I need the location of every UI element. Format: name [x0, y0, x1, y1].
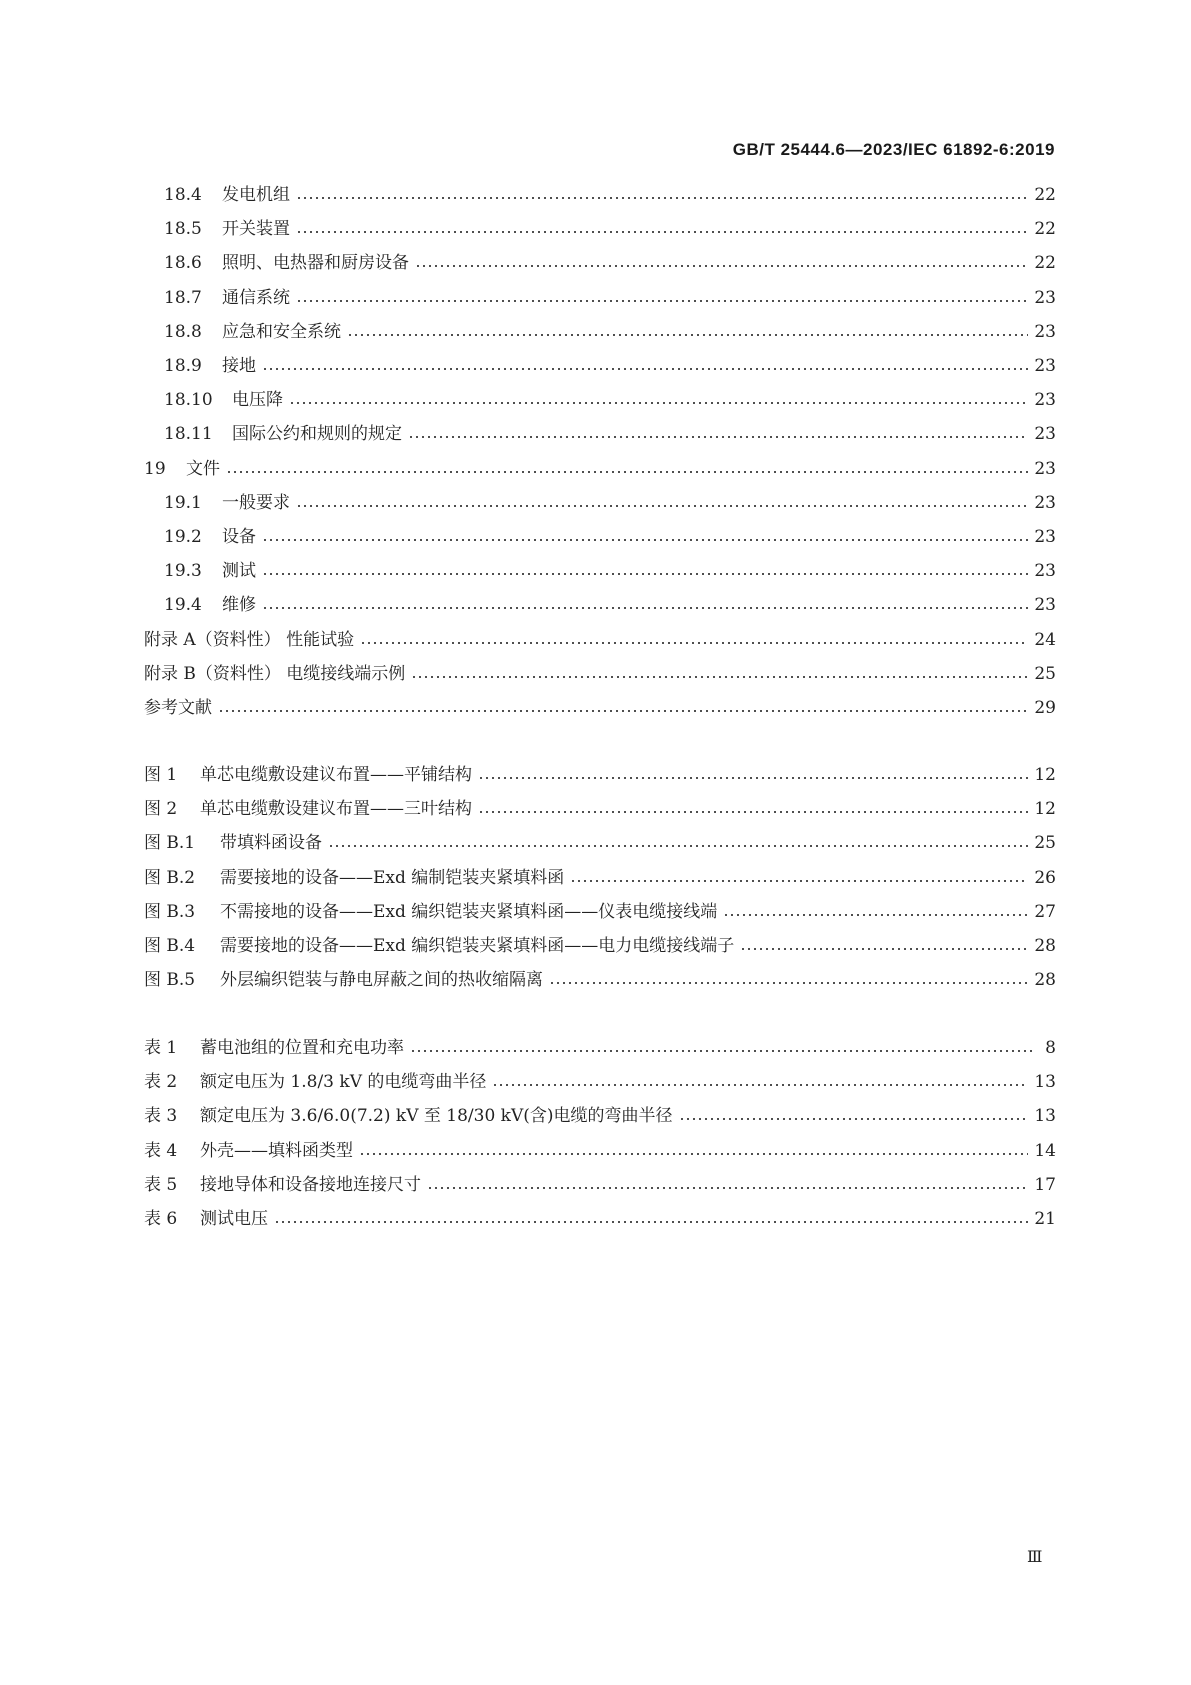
toc-entry-number: 19.4 [164, 595, 202, 616]
toc-entry[interactable] [144, 387, 1056, 411]
toc-entry[interactable] [144, 216, 1056, 240]
toc-entry-title: 不需接地的设备——Exd 编织铠装夹紧填料函——仪表电缆接线端 [220, 901, 718, 922]
toc-entry-page: 14 [1034, 1140, 1056, 1161]
toc-entry[interactable] [144, 1069, 1056, 1093]
dot-leader [296, 298, 1028, 304]
toc-entry-title: 接地导体和设备接地连接尺寸 [200, 1174, 421, 1195]
toc-entry-number: 图 B.1 [144, 833, 196, 854]
dot-leader [296, 229, 1028, 235]
toc-entry[interactable] [144, 182, 1056, 206]
toc-entry[interactable] [144, 1172, 1056, 1196]
toc-entry-title: 需要接地的设备——Exd 编织铠装夹紧填料函——电力电缆接线端子 [220, 936, 735, 956]
dot-leader [415, 263, 1028, 269]
toc-entry-page: 22 [1034, 253, 1056, 274]
toc-entry-number: 18.10 [164, 390, 213, 411]
toc-entry[interactable] [144, 967, 1056, 991]
toc-entry[interactable] [144, 592, 1056, 616]
toc-entry-page: 23 [1034, 595, 1056, 616]
toc-entry[interactable] [144, 796, 1056, 820]
toc-entry-number: 图 B.4 [144, 936, 196, 956]
toc-entry[interactable] [144, 524, 1056, 548]
dot-leader [274, 1219, 1028, 1225]
toc-entry-page: 23 [1034, 492, 1056, 513]
dot-leader [360, 640, 1028, 646]
toc-entry-page: 23 [1034, 390, 1056, 411]
toc-entry[interactable] [144, 627, 1056, 651]
dot-leader [478, 809, 1028, 815]
toc-entry[interactable] [144, 558, 1056, 582]
standard-header: GB/T 25444.6—2023/IEC 61892-6:2019 [732, 140, 1055, 159]
toc-entry-title: 国际公约和规则的规定 [232, 424, 402, 445]
toc-entry-page: 25 [1034, 833, 1056, 854]
toc-entry-number: 19.2 [164, 527, 202, 547]
toc-entry-number: 18.9 [164, 356, 202, 376]
toc-entry-title: 设备 [222, 527, 256, 547]
toc-entry-title: 接地 [222, 356, 256, 376]
dot-leader [679, 1116, 1029, 1122]
toc-entry-number: 图 B.2 [144, 867, 196, 888]
toc-entry-page: 23 [1034, 458, 1056, 479]
dot-leader [289, 400, 1028, 406]
toc-entry-number: 图 2 [144, 799, 178, 820]
dot-leader [408, 434, 1028, 440]
toc-entry-page: 12 [1034, 799, 1056, 820]
toc-entry-title: 维修 [222, 595, 256, 616]
toc-entry-number: 18.8 [164, 321, 202, 342]
toc-entry-number: 表 3 [144, 1106, 178, 1127]
toc-entry-number: 表 2 [144, 1072, 178, 1093]
dot-leader [570, 878, 1028, 884]
toc-entry-number: 18.6 [164, 253, 202, 274]
toc-entry-title: 一般要求 [222, 492, 290, 513]
toc-entry-page: 26 [1034, 867, 1056, 888]
dot-leader [262, 366, 1028, 372]
toc-entry-title: 附录 A（资料性） 性能试验 [144, 629, 355, 650]
toc-entry-page: 23 [1034, 527, 1056, 547]
toc-entry-number: 表 6 [144, 1209, 178, 1229]
toc-entry-page: 29 [1034, 698, 1056, 718]
toc-entry[interactable] [144, 865, 1056, 889]
toc-entry-number: 18.11 [164, 424, 213, 445]
dot-leader [262, 537, 1028, 543]
toc-entry-title: 测试 [222, 561, 256, 582]
dot-leader [427, 1185, 1028, 1191]
toc-entry-page: 22 [1034, 219, 1056, 240]
toc-entry-number: 18.7 [164, 287, 202, 308]
toc-entry[interactable] [144, 319, 1056, 343]
dot-leader [347, 332, 1028, 338]
toc-entry[interactable] [144, 285, 1056, 309]
toc-entry-number: 18.4 [164, 185, 202, 205]
toc-entry[interactable] [144, 762, 1056, 786]
toc-entry-page: 28 [1034, 936, 1056, 956]
toc-entry-title: 照明、电热器和厨房设备 [222, 253, 409, 274]
dot-leader [328, 843, 1028, 849]
toc-entry-number: 图 1 [144, 765, 178, 785]
toc-entry[interactable] [144, 490, 1056, 514]
toc-entry-title: 文件 [186, 458, 220, 479]
toc-entry[interactable] [144, 1138, 1056, 1162]
dot-leader [492, 1082, 1028, 1088]
toc-entry-title: 参考文献 [144, 698, 212, 718]
dot-leader [296, 503, 1028, 509]
toc-entry-title: 蓄电池组的位置和充电功率 [200, 1038, 404, 1058]
dot-leader [359, 1151, 1028, 1157]
toc-entry[interactable] [144, 421, 1056, 445]
toc-entry-number: 表 4 [144, 1140, 178, 1161]
toc-entry[interactable] [144, 456, 1056, 480]
toc-entry-number: 18.5 [164, 219, 202, 240]
toc-entry[interactable] [144, 933, 1056, 957]
toc-entry-page: 8 [1045, 1038, 1056, 1058]
toc-entry-number: 19.3 [164, 561, 202, 582]
toc-entry[interactable] [144, 899, 1056, 923]
toc-entry-title: 发电机组 [222, 185, 290, 205]
toc-entry-number: 表 1 [144, 1038, 178, 1058]
toc-entry-title: 应急和安全系统 [222, 321, 341, 342]
toc-entry[interactable] [144, 830, 1056, 854]
toc-entry-page: 22 [1034, 185, 1056, 205]
toc-entry-number: 图 B.5 [144, 970, 196, 991]
dot-leader [410, 1048, 1032, 1054]
dot-leader [296, 195, 1028, 201]
toc-entry-title: 需要接地的设备——Exd 编制铠装夹紧填料函 [220, 867, 565, 888]
toc-entry-title: 单芯电缆敷设建议布置——平铺结构 [200, 765, 472, 785]
toc-entry-title: 额定电压为 3.6/6.0(7.2) kV 至 18/30 kV(含)电缆的弯曲半径 [200, 1106, 673, 1127]
toc-entry-page: 23 [1034, 561, 1056, 582]
toc-entry-page: 27 [1034, 901, 1056, 922]
dot-leader [262, 605, 1028, 611]
dot-leader [478, 775, 1028, 781]
toc-entry-title: 额定电压为 1.8/3 kV 的电缆弯曲半径 [200, 1072, 487, 1093]
dot-leader [226, 469, 1028, 475]
toc-entry-title: 单芯电缆敷设建议布置——三叶结构 [200, 799, 472, 820]
toc-entry[interactable] [144, 661, 1056, 685]
toc-entry-title: 电压降 [232, 390, 283, 411]
toc-entry-number: 19.1 [164, 492, 202, 513]
toc-entry-page: 17 [1034, 1174, 1056, 1195]
toc-entry-title: 附录 B（资料性） 电缆接线端示例 [144, 663, 406, 684]
dot-leader [549, 980, 1028, 986]
toc-entry-title: 外壳——填料函类型 [200, 1140, 353, 1161]
dot-leader [218, 708, 1028, 714]
toc-entry-page: 13 [1034, 1072, 1056, 1093]
toc-entry-page: 13 [1034, 1106, 1056, 1127]
toc-entry[interactable] [144, 353, 1056, 377]
toc-entry-title: 外层编织铠装与静电屏蔽之间的热收缩隔离 [220, 970, 543, 991]
toc-entry-page: 23 [1034, 424, 1056, 445]
toc-entry-number: 19 [144, 458, 166, 479]
toc-entry-number: 图 B.3 [144, 901, 196, 922]
toc-entry-title: 带填料函设备 [220, 833, 322, 854]
toc-entry[interactable] [144, 1103, 1056, 1127]
toc-entry-page: 24 [1034, 629, 1056, 650]
toc-entry-number: 表 5 [144, 1174, 178, 1195]
page-number: Ⅲ [1027, 1547, 1043, 1566]
toc-entry[interactable] [144, 695, 1056, 719]
dot-leader [723, 912, 1028, 918]
toc-entry-title: 通信系统 [222, 287, 290, 308]
dot-leader [262, 571, 1028, 577]
toc-entry-page: 21 [1034, 1209, 1056, 1229]
toc-entry[interactable] [144, 1035, 1056, 1059]
dot-leader [740, 946, 1028, 952]
toc-entry-title: 测试电压 [200, 1209, 268, 1229]
toc-entry[interactable] [144, 1206, 1056, 1230]
toc-entry[interactable] [144, 250, 1056, 274]
toc-entry-title: 开关装置 [222, 219, 290, 240]
toc-entry-page: 23 [1034, 321, 1056, 342]
dot-leader [411, 674, 1028, 680]
toc-entry-page: 23 [1034, 356, 1056, 376]
toc-entry-page: 12 [1034, 765, 1056, 785]
toc-entry-page: 23 [1034, 287, 1056, 308]
toc-entry-page: 25 [1034, 663, 1056, 684]
toc-entry-page: 28 [1034, 970, 1056, 991]
